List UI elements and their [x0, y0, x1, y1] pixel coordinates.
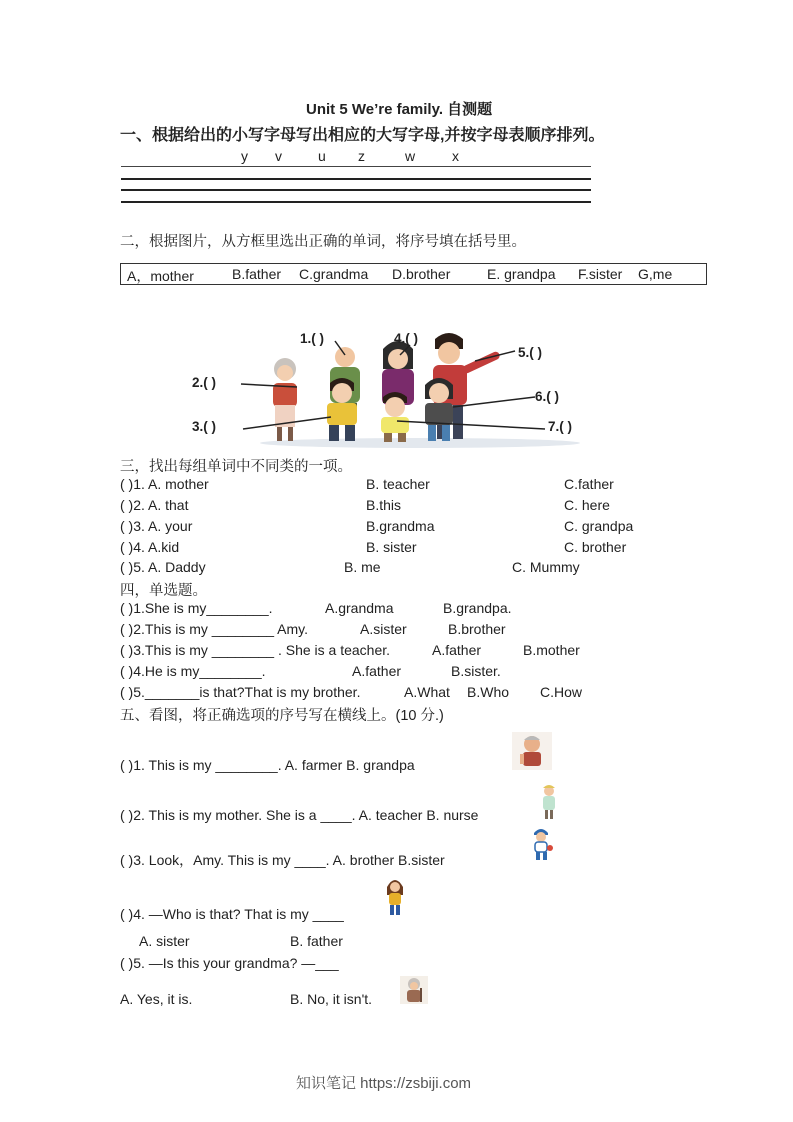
- section5-q2: ( )2. This is my mother. She is a ____. A. teacher B. nurse: [120, 807, 479, 823]
- option-b: B.grandma: [366, 518, 435, 534]
- writing-line: [121, 189, 591, 191]
- grandma-figure: [273, 358, 297, 441]
- word-option: B.father: [232, 266, 282, 282]
- option-b: B.grandpa.: [443, 600, 512, 616]
- option-b: B.this: [366, 497, 402, 513]
- figure-label-2: 2.( ): [192, 375, 217, 390]
- figure-label-5: 5.( ): [518, 345, 543, 360]
- option-a: A.father: [352, 663, 402, 679]
- figure-label-6: 6.( ): [535, 389, 560, 404]
- section3-heading: 三，找出每组单词中不同类的一项。: [120, 459, 352, 475]
- letter: y: [241, 148, 248, 164]
- option-b: B. sister: [366, 539, 417, 555]
- section5-heading: 五、看图，将正确选项的序号写在横线上。(10 分.): [120, 708, 444, 724]
- question-text: ( )3. A. your: [120, 518, 193, 534]
- question-text: ( )5._______is that?That is my brother.: [120, 684, 361, 700]
- figure-label-4: 4.( ): [394, 331, 419, 346]
- girl-icon: [384, 877, 406, 917]
- word-option: F.sister: [578, 266, 623, 282]
- letter: z: [358, 148, 365, 164]
- option-c: C. Mummy: [512, 559, 580, 575]
- option-a: A.sister: [360, 621, 407, 637]
- option-c: C.How: [540, 684, 583, 700]
- figure-label-7: 7.( ): [548, 419, 573, 434]
- section5-q4-option-a: A. sister: [139, 933, 190, 949]
- section4-heading: 四，单选题。: [120, 583, 207, 599]
- option-a: A.grandma: [325, 600, 394, 616]
- word-option: E. grandpa: [487, 266, 556, 282]
- option-c: C. here: [564, 497, 610, 513]
- question-text: ( )4.He is my________.: [120, 663, 266, 679]
- boy-icon: [528, 826, 554, 862]
- section5-q4-option-b: B. father: [290, 933, 343, 949]
- question-text: ( )1. A. mother: [120, 476, 209, 492]
- section5-q4: ( )4. —Who is that? That is my ____: [120, 906, 344, 922]
- question-text: ( )2.This is my ________ Amy.: [120, 621, 309, 637]
- section5-q5: ( )5. —Is this your grandma? —___: [120, 955, 339, 971]
- option-b: B. teacher: [366, 476, 430, 492]
- option-b: B.mother: [523, 642, 580, 658]
- letter: v: [275, 148, 282, 164]
- option-a: A.What: [404, 684, 450, 700]
- word-option: A，mother: [127, 268, 194, 284]
- section5-q5-option-b: B. No, it isn't.: [290, 991, 373, 1007]
- writing-line: [121, 201, 591, 203]
- grandpa-icon: [512, 732, 552, 770]
- section5-q3: ( )3. Look，Amy. This is my ____. A. brother B.sister: [120, 852, 445, 868]
- question-text: ( )2. A. that: [120, 497, 189, 513]
- option-b: B. me: [344, 559, 381, 575]
- question-text: ( )3.This is my ________ . She is a teacher.: [120, 642, 391, 658]
- question-text: ( )5. A. Daddy: [120, 559, 206, 575]
- question-text: ( )1.She is my________.: [120, 600, 273, 616]
- option-c: C. brother: [564, 539, 627, 555]
- me-figure: [381, 392, 409, 442]
- word-option: C.grandma: [299, 266, 369, 282]
- option-c: C.father: [564, 476, 614, 492]
- figure-label-3: 3.( ): [192, 419, 217, 434]
- brother-figure: [327, 378, 357, 441]
- nurse-icon: [537, 784, 561, 820]
- grandma-icon: [400, 976, 428, 1004]
- letter: w: [405, 148, 416, 164]
- option-c: C. grandpa: [564, 518, 634, 534]
- option-b: B.Who: [467, 684, 510, 700]
- footer-watermark: 知识笔记 https://zsbiji.com: [296, 1075, 472, 1092]
- section5-q1: ( )1. This is my ________. A. farmer B. grandpa: [120, 757, 415, 773]
- writing-line: [121, 166, 591, 167]
- writing-line: [121, 178, 591, 180]
- letter: u: [318, 148, 326, 164]
- section2-heading: 二，根据图片，从方框里选出正确的单词，将序号填在括号里。: [120, 234, 526, 250]
- option-b: B.sister.: [451, 663, 501, 679]
- figure-label-1: 1.( ): [300, 331, 325, 346]
- section1-heading: 一、根据给出的小写字母写出相应的大写字母,并按字母表顺序排列。: [120, 127, 605, 144]
- question-text: ( )4. A.kid: [120, 539, 180, 555]
- word-option: G,me: [638, 266, 673, 282]
- section5-q5-option-a: A. Yes, it is.: [120, 991, 193, 1007]
- word-option: D.brother: [392, 266, 451, 282]
- letter: x: [452, 148, 459, 164]
- option-b: B.brother: [448, 621, 506, 637]
- page-title: Unit 5 We’re family. 自测题: [306, 101, 493, 118]
- option-a: A.father: [432, 642, 482, 658]
